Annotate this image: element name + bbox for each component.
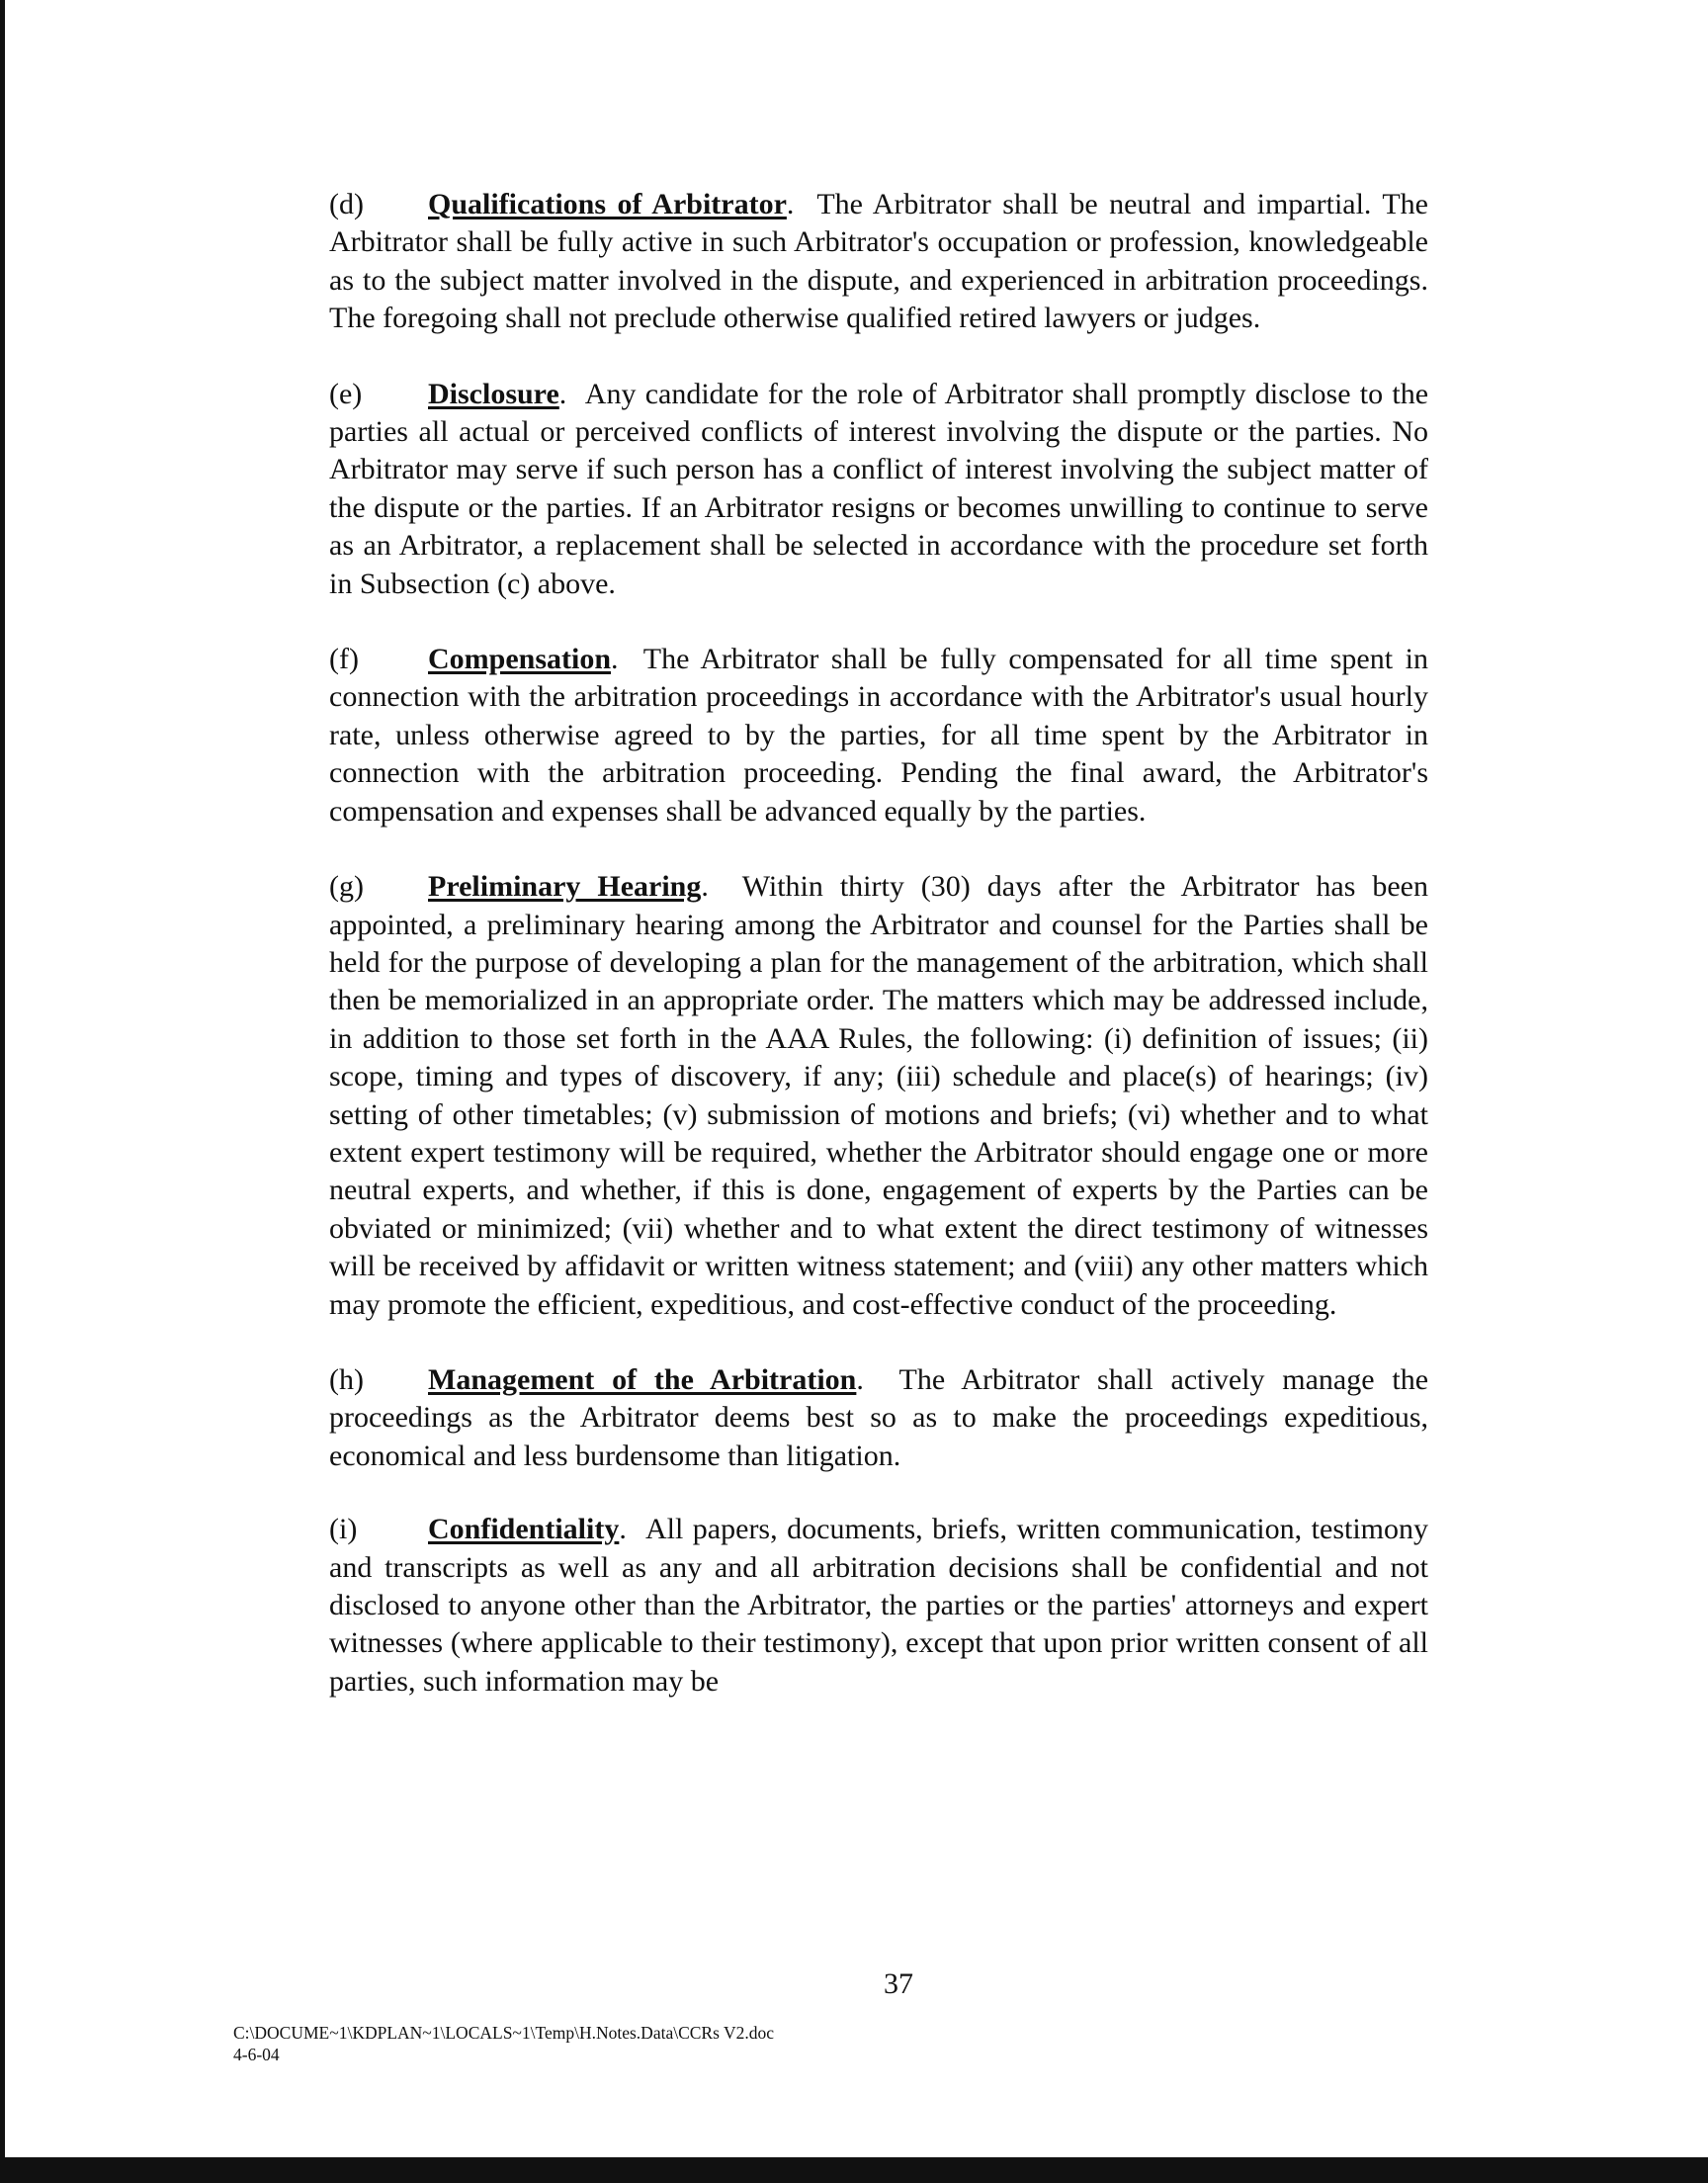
scan-edge-bottom <box>0 2157 1708 2183</box>
paragraph-i: (i) Confidentiality. All papers, documents, briefs, written communication, testimony and transcripts as well as any and all arbitration decisions shall be confidential and not disclosed to anyone other than the Arbitrator, the parties or the parties' attorneys and expert witnesses (where applicable to their testimony), except that upon prior written consent of all parties, such information may be <box>329 1513 1428 1698</box>
paragraph-text: The Arbitrator shall be neutral and impartial. The Arbitrator shall be fully active in such Arbitrator's occupation or profession, knowledgeable as to the subject matter involved in the dispute, and experienced in arbitration proceedings. The foregoing shall not preclude otherwise qualified retired lawyers or judges. <box>329 188 1428 335</box>
paragraph-d: (d) Qualifications of Arbitrator. The Arbitrator shall be neutral and impartial. The Arbitrator shall be fully active in such Arbitrator's occupation or profession, knowledgeable as to the subject matter involved in the dispute, and experienced in arbitration proceedings. The foregoing shall not preclude otherwise qualified retired lawyers or judges. <box>329 188 1428 335</box>
footer-file-path: C:\DOCUME~1\KDPLAN~1\LOCALS~1\Temp\H.Notes.Data\CCRs V2.doc <box>233 2023 774 2043</box>
paragraph-heading: Preliminary Hearing <box>428 870 702 904</box>
paragraph-text: All papers, documents, briefs, written communication, testimony and transcripts as well as any and all arbitration decisions shall be confidential and not disclosed to anyone other than the Arbitrator, the parties or the parties' attorneys and expert witnesses (where applicable to their testimony), except that upon prior written consent of all parties, such information may be <box>329 1513 1428 1698</box>
paragraph-heading: Confidentiality <box>428 1513 620 1546</box>
paragraph-text: The Arbitrator shall actively manage the proceedings as the Arbitrator deems best so as to make the proceedings expeditious, economical and less burdensome than litigation. <box>329 1362 1429 1472</box>
paragraph-heading: Management of the Arbitration <box>428 1362 857 1396</box>
paragraph-g: (g) Preliminary Hearing. Within thirty (30) days after the Arbitrator has been appointed, a preliminary hearing among the Arbitrator and counsel for the Parties shall be held for the purpose of developing a plan for the management of the arbitration, which shall then be memorialized in an appropriate order. The matters which may be addressed include, in addition to those set forth in the AAA Rules, the following: (i) definition of issues; (ii) scope, timing and types of discovery, if any; (iii) schedule and place(s) of hearings; (iv) setting of other timetables; (v) submission of motions and briefs; (vi) whether and to what extent expert testimony will be required, whether the Arbitrator should engage one or more neutral experts, and whether, if this is done, engagement of experts by the Parties can be obviated or minimized; (vii) whether and to what extent the direct testimony of witnesses will be received by affidavit or written witness statement; and (viii) any other matters which may promote the efficient, expeditious, and cost-effective conduct of the proceeding. <box>329 870 1428 1321</box>
paragraph-heading: Qualifications of Arbitrator <box>428 188 787 220</box>
document-body <box>329 186 1428 1738</box>
paragraph-h: (h) Management of the Arbitration. The Arbitrator shall actively manage the proceedings as the Arbitrator deems best so as to make the proceedings expeditious, economical and less burdensome than litigation. <box>329 1362 1429 1472</box>
paragraph-heading: Disclosure <box>428 377 559 410</box>
scan-edge-left <box>0 0 5 2183</box>
footer-date: 4-6-04 <box>233 2045 280 2064</box>
paragraph-text: The Arbitrator shall be fully compensated for all time spent in connection with the arbitration proceedings in accordance with the Arbitrator's usual hourly rate, unless otherwise agreed to by the parties, for all time spent by the Arbitrator in connection with the arbitration proceeding. Pending the final award, the Arbitrator's compensation and expenses shall be advanced equally by the parties. <box>329 643 1429 828</box>
paragraph-e: (e) Disclosure. Any candidate for the role of Arbitrator shall promptly disclose to the parties all actual or perceived conflicts of interest involving the dispute or the parties. No Arbitrator may serve if such person has a conflict of interest involving the subject matter of the dispute or the parties. If an Arbitrator resigns or becomes unwilling to continue to serve as an Arbitrator, a replacement shall be selected in accordance with the procedure set forth in Subsection (c) above. <box>329 377 1429 600</box>
paragraph-heading: Compensation <box>428 643 612 676</box>
paragraph-letter: (h) <box>329 1362 364 1396</box>
page-number: 37 <box>884 1967 913 2000</box>
paragraph-text: Within thirty (30) days after the Arbitrator has been appointed, a preliminary hearing among the Arbitrator and counsel for the Parties shall be held for the purpose of developing a plan for the management of the arbitration, which shall then be memorialized in an appropriate order. The matters which may be addressed include, in addition to those set forth in the AAA Rules, the following: (i) definition of issues; (ii) scope, timing and types of discovery, if any; (iii) schedule and place(s) of hearings; (iv) setting of other timetables; (v) submission of motions and briefs; (vi) whether and to what extent expert testimony will be required, whether the Arbitrator should engage one or more neutral experts, and whether, if this is done, engagement of experts by the Parties can be obviated or minimized; (vii) whether and to what extent the direct testimony of witnesses will be received by affidavit or written witness statement; and (viii) any other matters which may promote the efficient, expeditious, and cost-effective conduct of the proceeding. <box>329 870 1428 1321</box>
paragraph-letter: (d) <box>329 188 364 220</box>
paragraph-f: (f) Compensation. The Arbitrator shall be fully compensated for all time spent in connection with the arbitration proceedings in accordance with the Arbitrator's usual hourly rate, unless otherwise agreed to by the parties, for all time spent by the Arbitrator in connection with the arbitration proceeding. Pending the final award, the Arbitrator's compensation and expenses shall be advanced equally by the parties. <box>329 643 1429 828</box>
paragraph-letter: (e) <box>329 377 363 410</box>
paragraph-text: Any candidate for the role of Arbitrator shall promptly disclose to the parties all actual or perceived conflicts of interest involving the dispute or the parties. No Arbitrator may serve if such person has a conflict of interest involving the subject matter of the dispute or the parties. If an Arbitrator resigns or becomes unwilling to continue to serve as an Arbitrator, a replacement shall be selected in accordance with the procedure set forth in Subsection (c) above. <box>329 377 1429 600</box>
paragraph-letter: (f) <box>329 643 359 676</box>
footer <box>233 2022 774 2065</box>
paragraph-letter: (i) <box>329 1513 358 1546</box>
paragraph-letter: (g) <box>329 870 364 904</box>
